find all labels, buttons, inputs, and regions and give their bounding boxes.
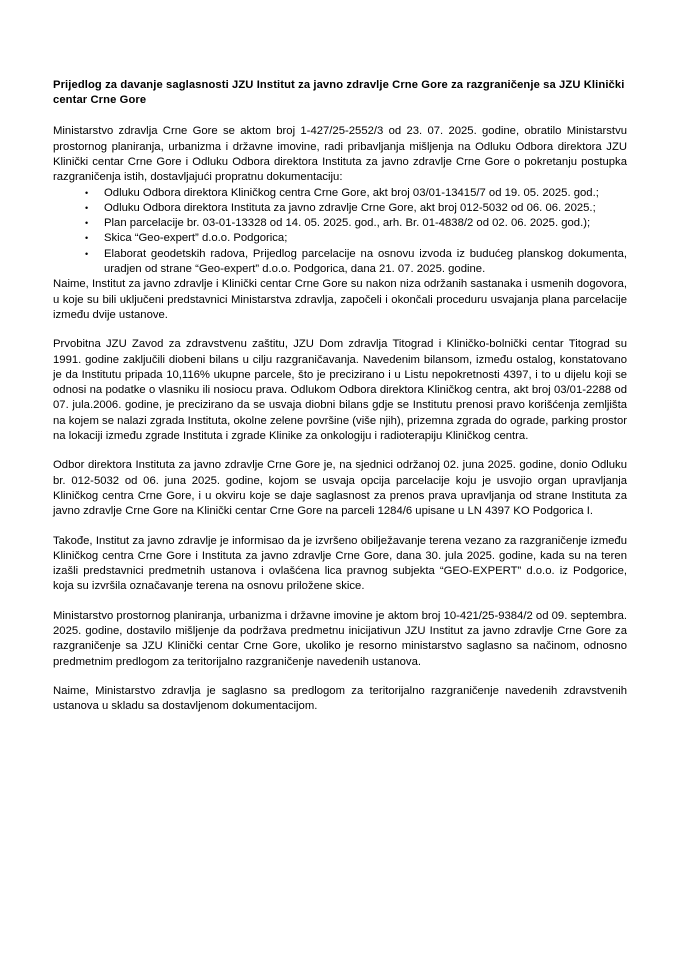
list-item-label: Elaborat geodetskih radova, Prijedlog parcelacije na osnovu izvoda iz budućeg planskog dokumenta, uradjen od strane “Geo-expert” d.o.o. Podgorica, dana 21. 07. 2025. godine. <box>104 247 627 276</box>
paragraph-prvobitna-jzu: Prvobitna JZU Zavod za zdravstvenu zaštitu, JZU Dom zdravlja Titograd i Kliničko-bolnički centar Titograd su 1991. godine zaključili diobeni bilans u cilju razgraničavanja. Navedenim bilansom, između ostalog, konstatovano je da Institutu pripada 10,116% ukupne parcele, što je precizirano i u Listu nepokretnosti 4397, i to u dijelu koji se odnosi na podatke o vlasniku ili nosiocu prava. Odlukom Odbora direktora Kliničkog centra, akt broj 03/01-2288 od 07. jula.2006. godine, je precizirano da se usvaja diobni bilans gdje se Institutu prenosi pravo korišćenja zemljišta na kojem se nalazi zgrada Instituta, okolne zelene površine (više njih), prizemna zgrada do ograde, parking prostor na lokaciji između zgrade Instituta i zgrade Klinike za onkologiju i radioterapiju Kliničkog centra. <box>53 338 627 443</box>
paragraph-zakljucak: Naime, Ministarstvo zdravlja je saglasno sa predlogom za teritorijalno razgraničenje navedenih zdravstvenih ustanova u skladu sa dostavljenom dokumentacijom. <box>53 684 627 713</box>
list-item <box>53 231 627 246</box>
attachments-list <box>53 186 627 278</box>
list-item <box>53 201 627 216</box>
list-item <box>53 247 627 278</box>
bullet-icon: • <box>85 233 89 244</box>
bullet-icon: • <box>85 248 89 259</box>
page-title: Prijedlog za davanje saglasnosti JZU Institut za javno zdravlje Crne Gore za razgraničenje sa JZU Klinički centar Crne Gore <box>53 79 625 107</box>
list-item-label: Skica “Geo-expert” d.o.o. Podgorica; <box>104 232 288 245</box>
list-item <box>53 186 627 201</box>
bullet-icon: • <box>85 187 89 198</box>
paragraph-odbor-direktora: Odbor direktora Instituta za javno zdravlje Crne Gore je, na sjednici održanoj 02. juna 2025. godine, donio Odluku br. 012-5032 od 06. juna 2025. godine, kojom se usvaja opcija parcelacije koju je usvojio organ upravljanja Kliničkog centra Crne Gore, i u okviru koje se daje saglasnost za prenos prava upravljanja od strane Instituta za javno zdravlje Crne Gore na Klinički centar Crne Gore na parceli 1284/6 upisane u LN 4397 KO Podgorica I. <box>53 459 627 518</box>
document-body <box>53 78 627 729</box>
list-item <box>53 216 627 231</box>
paragraph-ministarstvo-prostornog: Ministarstvo prostornog planiranja, urbanizma i državne imovine je aktom broj 10-421/25-9384/2 od 09. septembra. 2025. godine, dostavilo mišljenje da podržava predmetnu inicijativun JZU Institut za javno zdravlje Crne Gore za razgraničenje sa JZU Klinički centar Crne Gore, ukoliko je resorno ministarstvo saglasno sa načinom, odnosno predmetnim predlogom za teritorijalno razgraničenje navedenih ustanova. <box>53 609 627 668</box>
list-item-label: Plan parcelacije br. 03-01-13328 od 14. 05. 2025. god., arh. Br. 01-4838/2 od 02. 06. 2025. god.); <box>104 217 591 230</box>
list-item-label: Odluku Odbora direktora Kliničkog centra Crne Gore, akt broj 03/01-13415/7 od 19. 05. 2025. god.; <box>104 186 599 199</box>
paragraph-intro: Ministarstvo zdravlja Crne Gore se aktom broj 1-427/25-2552/3 od 23. 07. 2025. godine, obratilo Ministarstvu prostornog planiranja, urbanizma i državne imovine, radi pribavljanja mišljenja na Odluku Odbora direktora JZU Klinički centar Crne Gore i Odluku Odbora direktora Instituta za javno zdravlje Crne Gore o pokretanju postupka razgraničenja istih, dostavljajući propratnu dokumentaciju: <box>53 125 627 184</box>
list-item-label: Odluku Odbora direktora Instituta za javno zdravlje Crne Gore, akt broj 012-5032 od 06. 06. 2025.; <box>104 201 596 214</box>
paragraph-takodje: Takođe, Institut za javno zdravlje je informisao da je izvršeno obilježavanje terena vezano za razgraničenje između Kliničkog centra Crne Gore i Instituta za javno zdravlje Crne Gore, dana 30. jula 2025. godine, kada su na teren izašli predstavnici predmetnih ustanova i ovlašćena lica pravnog subjekta “GEO-EXPERT” d.o.o. iz Podgorice, koja su izvršila označavanje terena na osnovu priložene skice. <box>53 534 627 593</box>
bullet-icon: • <box>85 202 89 213</box>
paragraph-naime-institut: Naime, Institut za javno zdravlje i Klinički centar Crne Gore su nakon niza održanih sastanaka i usmenih dogovora, u koje su bili uključeni predstavnici Ministarstva zdravlja, započeli i okončali proceduru usvajanja plana parcelacije između dvije ustanove. <box>53 278 627 321</box>
bullet-icon: • <box>85 218 89 229</box>
